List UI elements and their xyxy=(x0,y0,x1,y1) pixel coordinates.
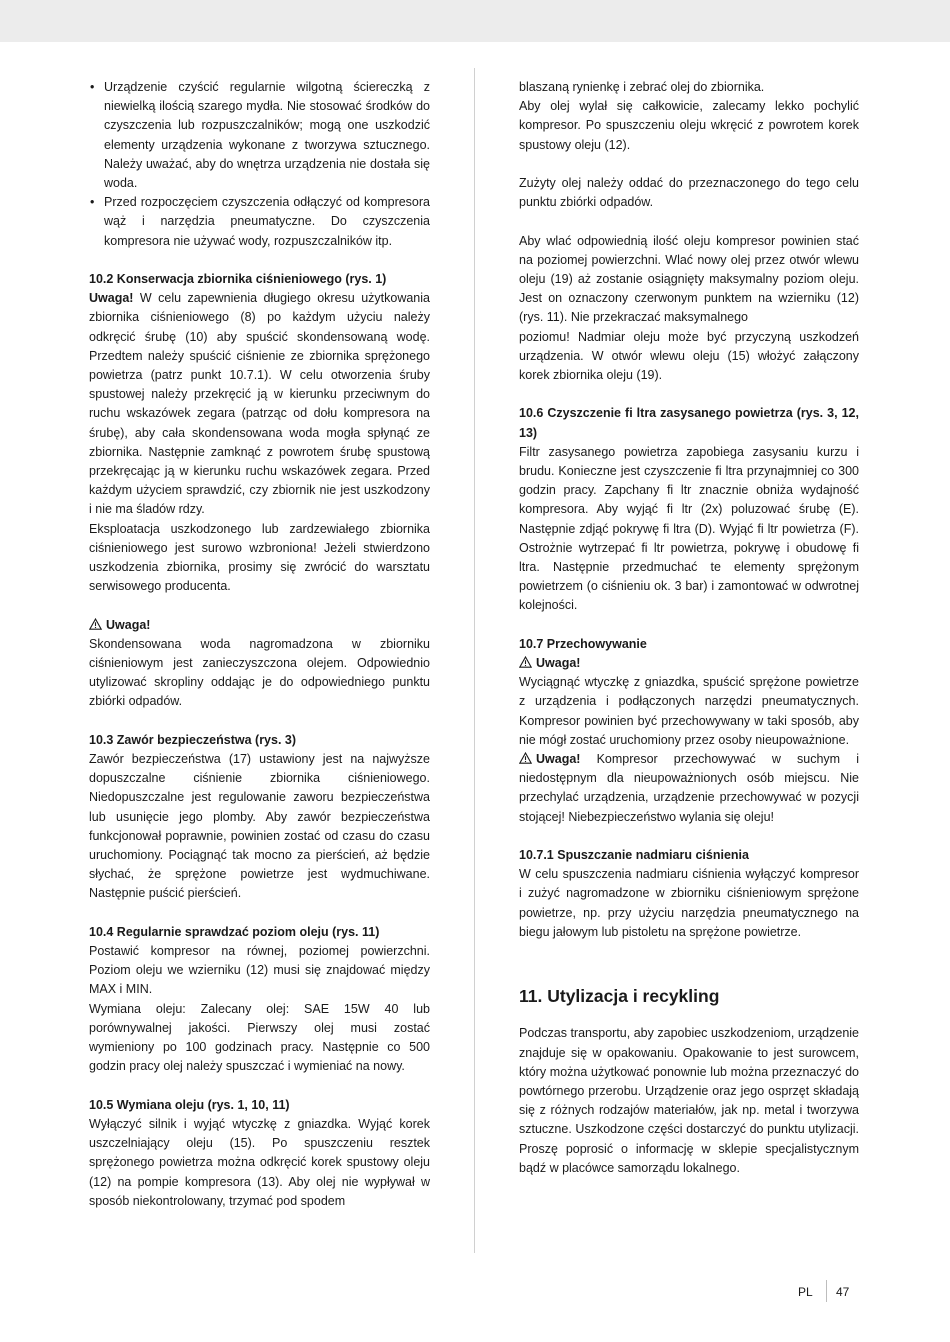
paragraph xyxy=(519,750,859,827)
paragraph: W celu spuszczenia nadmiaru ciśnienia wyłączyć kompresor i zużyć nagromadzone w zbiorniku ciśnieniowym sprężone powietrze, np. przy użyciu narzędzia pneumatycznego na biegu jałowym lub pistoletu na sprężone powietrze. xyxy=(519,867,859,939)
chapter-heading: 11. Utylizacja i recykling xyxy=(519,986,720,1007)
list-item xyxy=(89,193,430,251)
section-heading: 10.5 Wymiana oleju (rys. 1, 10, 11) xyxy=(89,1097,290,1112)
warning-triangle-icon xyxy=(519,656,532,668)
paragraph xyxy=(89,289,430,519)
bullet-text: Urządzenie czyścić regularnie wilgotną ściereczką z niewielką ilością szarego mydła. Nie stosować środków do czyszczenia lub rozpuszczalników; mogą one uszkodzić elementy urządzenia wykonane z tworzywa sztucznego. Należy uważać, aby do wnętrza urządzenia nie dostała się woda. xyxy=(104,80,430,191)
paragraph: Eksploatacja uszkodzonego lub zardzewiałego zbiornika ciśnieniowego jest surowo wzbroniona! Jeżeli stwierdzono uszkodzenia zbiornika, prosimy się zwrócić do warsztatu serwisowego producenta. xyxy=(89,521,430,594)
paragraph-text: W celu zapewnienia długiego okresu użytkowania zbiornika ciśnieniowego (8) po każdym użyciu należy odkręcić śrubę (10) aby spuścić skondensowaną wodę. Przedtem należy spuścić ciśnienie ze zbiornika sprężonego powietrza (patrz punkt 10.7.1). W celu otworzenia śruby spustowej należy przekręcić ją w kierunku przeciwnym do ruchu wskazówek zegara (patrząc od dołu kompresora na śrubę), aby cała skondensowana woda mogła spłynąć ze zbiornika. Następnie zamknąć z powrotem śrubę spustową przekręcając ją w kierunku ruchu wskazówek zegara. Przed każdym użyciem sprawdzić, czy zbiornik nie jest uszkodzony i nie ma śladów rdzy. xyxy=(89,291,430,517)
top-bar xyxy=(0,0,950,42)
paragraph: Podczas transportu, aby zapobiec uszkodzeniom, urządzenie znajduje się w opakowaniu. Opakowanie to jest surowcem, który można użytkować ponownie lub można przeznaczyć do powtórnego przerobu. Urządzenie oraz jego osprzęt składają się z różnych rodzajów materiałów, jak np. metal i tworzywa sztuczne. Uszkodzone części dostarczyć do punktu utylizacji. Proszę poprosić o informację w sklepie specjalistycznym bądź w placówce samorządu lokalnego. xyxy=(519,1026,859,1175)
paragraph: Zawór bezpieczeństwa (17) ustawiony jest na najwyższe dopuszczalne ciśnienie zbiornika ciśnieniowego. Niedopuszczalne jest regulowanie zaworu bezpieczeństwa lub usunięcie jego plomby. Aby zawór bezpieczeństwa funkcjonował poprawnie, powinien zostać od czasu do czasu uruchomiony. Pociągnąć tak mocno za pierścień, aż będzie słychać, że sprężone powietrze jest wydmuchiwane. Następnie puścić pierścień. xyxy=(89,752,430,901)
warning-triangle-icon xyxy=(519,752,532,764)
paragraph: Filtr zasysanego powietrza zapobiega zasysaniu kurzu i brudu. Konieczne jest czyszczenie fi ltra przynajmniej co 300 godzin pracy. Zapchany fi ltr znacznie obniża wydajność kompresora. Aby wyjąć fi ltr (2x) poluzować śrubę (E). Następnie zdjąć pokrywę fi ltra (D). Wyjąć fi ltr powietrza (F). Ostrożnie wytrzepać fi ltr powietrza, pokrywę i obudowę fi ltra. Następnie przedmuchać te elementy sprężonym powietrzem (o ciśnieniu ok. 3 bar) i zamontować w odwrotnej kolejności. xyxy=(519,444,859,613)
paragraph: Wymiana oleju: Zalecany olej: SAE 15W 40 lub porównywalnej jakości. Pierwszy olej musi zostać wymieniony po 100 godzinach pracy. Następnie co 500 godzin pracy olej należy spuszczać i wymieniać na nowy. xyxy=(89,1001,430,1074)
section-heading: 10.3 Zawór bezpieczeństwa (rys. 3) xyxy=(89,732,297,747)
left-column xyxy=(89,78,430,1211)
section-heading: 10.7.1 Spuszczanie nadmiaru ciśnienia xyxy=(519,848,749,863)
right-column xyxy=(519,78,859,1178)
paragraph: Zużyty olej należy oddać do przeznaczonego do tego celu punktu zbiórki odpadów. xyxy=(519,176,859,210)
paragraph: Aby wlać odpowiednią ilość oleju kompresor powinien stać na poziomej powierzchni. Wlać nowy olej przez otwór wlewu oleju (19) aż zostanie osiągnięty maksymalny poziom oleju. Jest on oznaczony czerwonym punktem na wzierniku (12) (rys. 11). Nie przekraczać maksymalnego xyxy=(519,233,859,325)
warning-lead xyxy=(519,752,580,766)
warning-title: Uwaga! xyxy=(536,752,581,767)
paragraph: Wyciągnąć wtyczkę z gniazdka, spuścić sprężone powietrze z urządzenia i podłączonych narzędzi pneumatycznych. Kompresor powinien być przechowywany w taki sposób, aby nie mógł zostać uruchomiony przez osoby nieupoważnione. xyxy=(519,675,859,747)
paragraph-text: Kompresor przechowywać w suchym i niedostępnym dla nieupoważnionych osób miejscu. Nie przechylać urządzenia, urządzenie przechowywać w pozycji stojącej! Niebezpieczeństwo wylania się oleju! xyxy=(519,752,859,824)
warning-triangle-icon xyxy=(89,618,102,630)
warning-heading xyxy=(89,616,430,635)
paragraph: Skondensowana woda nagromadzona w zbiorniku ciśnieniowym jest zanieczyszczona olejem. Odpowiednio utylizować skropliny oddając je do odpowiedniego punktu zbiórki odpadów. xyxy=(89,636,430,709)
warning-title: Uwaga! xyxy=(536,656,581,671)
section-heading: 10.7 Przechowywanie xyxy=(519,636,647,651)
paragraph: poziomu! Nadmiar oleju może być przyczyną uszkodzeń urządzenia. W otwór wlewu oleju (15) włożyć załączony korek zbiornika oleju (19). xyxy=(519,329,859,383)
list-item xyxy=(89,78,430,193)
section-heading: 10.2 Konserwacja zbiornika ciśnieniowego (rys. 1) xyxy=(89,272,387,287)
warning-title: Uwaga! xyxy=(106,617,151,632)
bullet-text: Przed rozpoczęciem czyszczenia odłączyć od kompresora wąż i narzędzia pneumatyczne. Do czyszczenia kompresora nie używać wody, rozpuszczalników itp. xyxy=(104,195,430,248)
section-heading: 10.4 Regularnie sprawdzać poziom oleju (rys. 11) xyxy=(89,924,380,939)
warning-lead: Uwaga! xyxy=(89,291,134,306)
paragraph: blaszaną rynienkę i zebrać olej do zbiornika. xyxy=(519,80,765,94)
language-code: PL xyxy=(798,1285,813,1299)
section-heading: 10.6 Czyszczenie fi ltra zasysanego powietrza (rys. 3, 12, 13) xyxy=(519,406,859,440)
paragraph: Wyłączyć silnik i wyjąć wtyczkę z gniazdka. Wyjąć korek uszczelniający oleju (15). Po spuszczeniu resztek sprężonego powietrza można odkręcić korek spustowy oleju (12) na pompie kompresora (13). Aby olej nie wypływał w sposób niekontrolowany, trzymać pod spodem xyxy=(89,1116,430,1208)
column-divider xyxy=(474,68,475,1253)
bullet-dot: • xyxy=(90,80,95,94)
bullet-dot: • xyxy=(90,195,95,210)
warning-heading xyxy=(519,654,859,673)
page-number: 47 xyxy=(836,1285,850,1299)
paragraph: Aby olej wylał się całkowicie, zalecamy lekko pochylić kompresor. Po spuszczeniu oleju wkręcić z powrotem korek spustowy oleju (12). xyxy=(519,99,859,152)
paragraph: Postawić kompresor na równej, poziomej powierzchni. Poziom oleju we wzierniku (12) musi się znajdować między MAX i MIN. xyxy=(89,944,430,997)
footer-separator xyxy=(826,1280,827,1302)
